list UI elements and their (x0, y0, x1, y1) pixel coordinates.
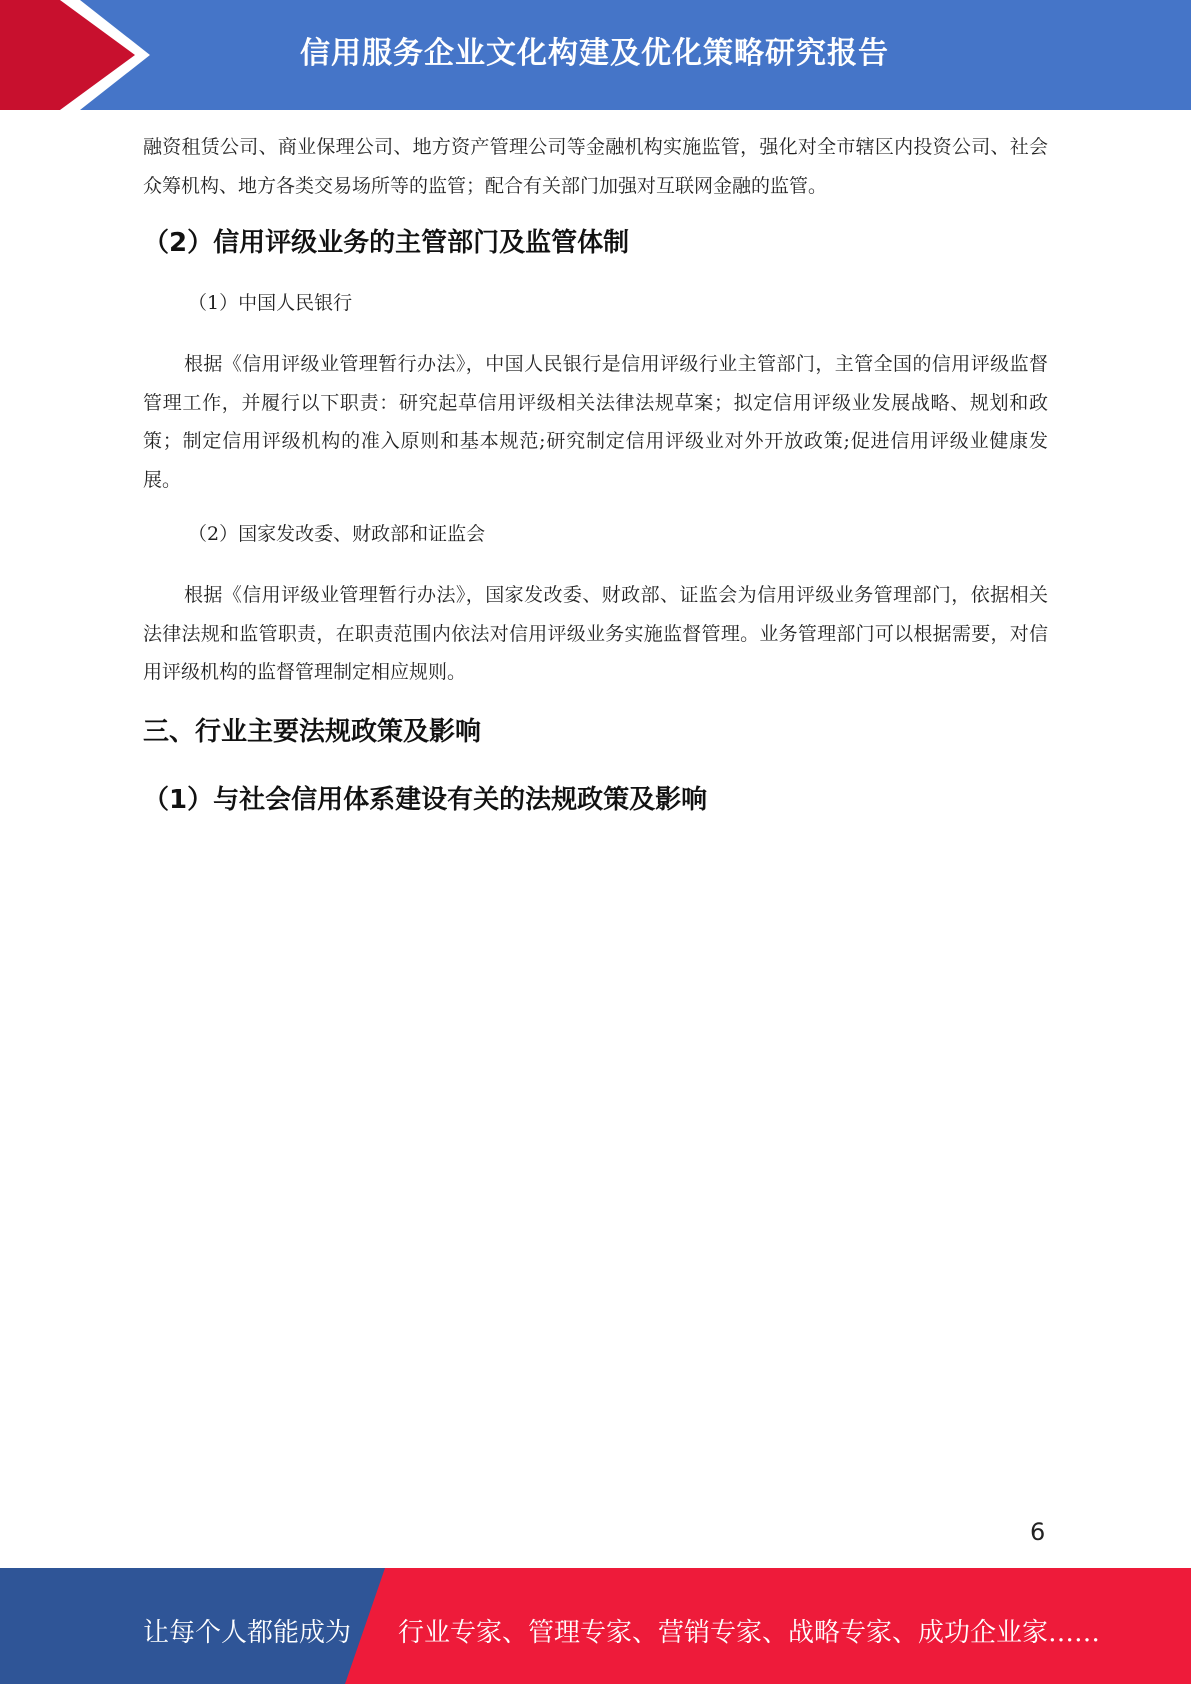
chapter-3-heading: 三、行业主要法规政策及影响 (143, 716, 482, 747)
page-footer (0, 1568, 1191, 1684)
page-content (143, 128, 1048, 818)
intro-paragraph: 融资租赁公司、商业保理公司、地方资产管理公司等金融机构实施监管，强化对全市辖区内投资公司、社会众筹机构、地方各类交易场所等的监管；配合有关部门加强对互联网金融的监管。 (143, 136, 1048, 197)
header-chevron-icon (0, 0, 160, 110)
footer-slogan-right: 行业专家、管理专家、营销专家、战略专家、成功企业家…… (398, 1618, 1101, 1648)
subsection-2-title: （2）国家发改委、财政部和证监会 (188, 523, 486, 545)
section-2-heading: （2）信用评级业务的主管部门及监管体制 (143, 228, 630, 258)
subsection-1-title: （1）中国人民银行 (188, 292, 353, 314)
page-header (0, 0, 1191, 110)
subsection-1-paragraph: 根据《信用评级业管理暂行办法》，中国人民银行是信用评级行业主管部门，主管全国的信用评级监督管理工作，并履行以下职责：研究起草信用评级相关法律法规草案；拟定信用评级业发展战略、规划和政策；制定信用评级机构的准入原则和基本规范;研究制定信用评级业对外开放政策;促进信用评级业健康发展。 (143, 353, 1048, 491)
subsection-2-paragraph: 根据《信用评级业管理暂行办法》，国家发改委、财政部、证监会为信用评级业务管理部门，依据相关法律法规和监管职责，在职责范围内依法对信用评级业务实施监督管理。业务管理部门可以根据需要，对信用评级机构的监督管理制定相应规则。 (143, 584, 1048, 683)
footer-slogan-left: 让每个人都能成为 (143, 1618, 352, 1648)
page-number: 6 (1030, 1518, 1046, 1546)
report-title: 信用服务企业文化构建及优化策略研究报告 (300, 36, 889, 71)
chapter-3-subheading: （1）与社会信用体系建设有关的法规政策及影响 (143, 784, 708, 815)
